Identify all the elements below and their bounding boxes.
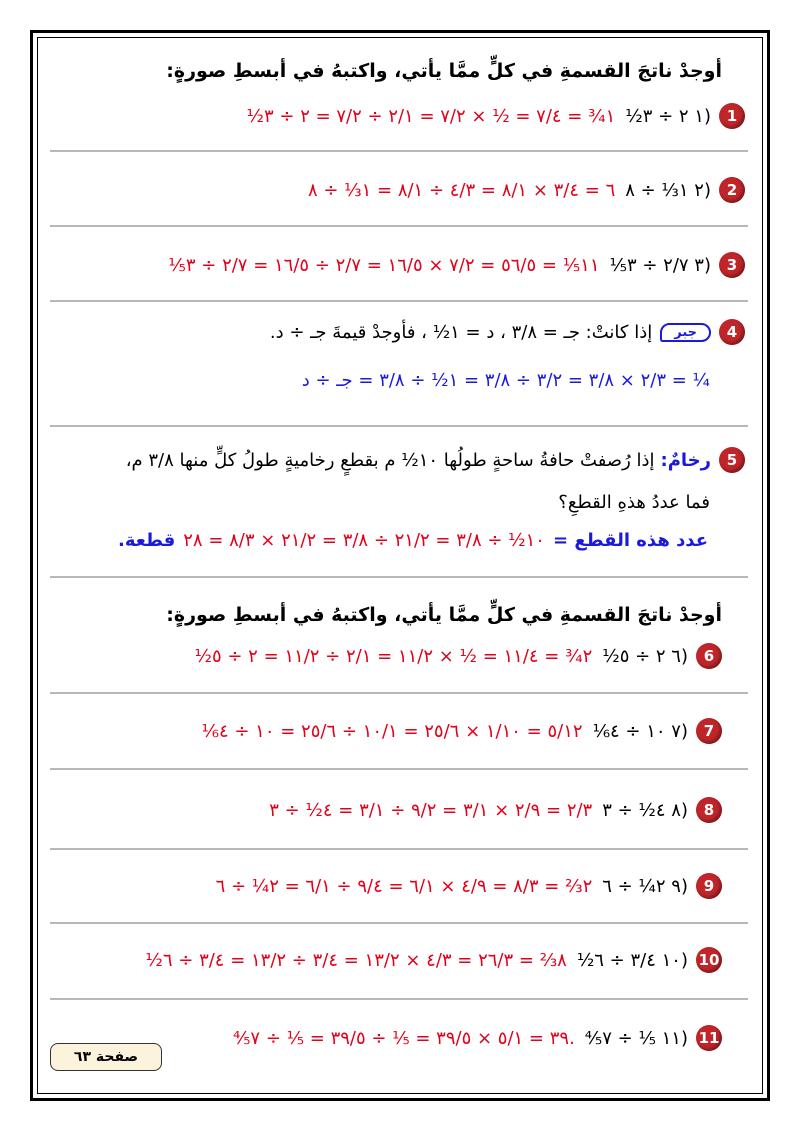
- exercise-10: [145, 940, 722, 980]
- exercise-7: [202, 711, 722, 751]
- answer-label: عدد هذه القطع =: [552, 529, 708, 551]
- problem-text: (١١ ⅕ ÷ ٧⅘: [584, 1027, 688, 1049]
- exercise-5-title: رخامٌ:: [660, 449, 711, 471]
- answer-text: ٢⅔ = ٨/٣ = ٤/٩ × ٦/١ = ٩/٤ ÷ ٦/١ = ٢¼ ÷ ٦: [215, 875, 593, 897]
- answer-text: ٢/٣ = ٢/٩ × ٣/١ = ٩/٢ ÷ ٣/١ = ٤½ ÷ ٣: [269, 799, 593, 821]
- answer-text: ٥/١٢ = ١/١٠ × ٢٥/٦ = ١٠/١ ÷ ٢٥/٦ = ١٠ ÷ ٤⅙: [201, 720, 583, 742]
- number-badge: 8: [696, 797, 722, 823]
- number-badge: 11: [696, 1025, 722, 1051]
- exercise-1: [247, 96, 745, 136]
- section2-heading: أوجدْ ناتجَ القسمةِ في كلٍّ ممَّا يأتي، واكتبهُ في أبسطِ صورةٍ:: [166, 604, 722, 626]
- exercise-6: [195, 636, 722, 676]
- page-number-label: صفحة ٦٣: [50, 1043, 162, 1071]
- answer-text: ١¾ = ٧/٤ = ½ × ٧/٢ = ٢/١ ÷ ٧/٢ = ٢ ÷ ٣½: [246, 105, 616, 127]
- exercise-4: [270, 312, 745, 352]
- problem-text: (٧ ١٠ ÷ ٤⅙: [592, 720, 688, 742]
- number-badge: 4: [719, 319, 745, 345]
- separator: [50, 768, 748, 770]
- number-badge: 6: [696, 643, 722, 669]
- separator: [50, 300, 748, 302]
- exercise-5-answer: [118, 520, 708, 560]
- answer-text: ٢¾ = ١١/٤ = ½ × ١١/٢ = ٢/١ ÷ ١١/٢ = ٢ ÷ ٥½: [194, 645, 593, 667]
- problem-text: (٦ ٢ ÷ ٥½: [602, 645, 688, 667]
- number-badge: 9: [696, 873, 722, 899]
- problem-text: (١ ٢ ÷ ٣½: [625, 105, 711, 127]
- separator: [50, 150, 748, 152]
- separator: [50, 692, 748, 694]
- exercise-5: [126, 440, 745, 480]
- separator: [50, 576, 748, 578]
- section1-heading: أوجدْ ناتجَ القسمةِ في كلٍّ ممَّا يأتي، واكتبهُ في أبسطِ صورةٍ:: [166, 60, 722, 82]
- number-badge: 1: [719, 103, 745, 129]
- number-badge: 2: [719, 177, 745, 203]
- exercise-3: [168, 245, 745, 285]
- separator: [50, 425, 748, 427]
- answer-text: ١٠½ ÷ ٣/٨ = ٢١/٢ ÷ ٣/٨ = ٢١/٢ × ٨/٣ = ٢٨: [183, 529, 545, 551]
- number-badge: 5: [719, 447, 745, 473]
- answer-text: .٣٩ = ٥/١ × ٣٩/٥ = ⅕ ÷ ٣٩/٥ = ⅕ ÷ ٧⅘: [232, 1027, 575, 1049]
- exercise-5-line1: إذا رُصفتْ حافةُ ساحةٍ طولُها ١٠½ م بقطعٍ رخاميةٍ طولُ كلٍّ منها ٣/٨ م،: [125, 449, 655, 471]
- separator: [50, 922, 748, 924]
- problem-text: (٢ ١⅓ ÷ ٨: [625, 179, 711, 201]
- problem-text: (٩ ٢¼ ÷ ٦: [602, 875, 688, 897]
- separator: [50, 848, 748, 850]
- exercise-8: [269, 790, 722, 830]
- answer-text: ١١⅕ = ٥٦/٥ = ٧/٢ × ١٦/٥ = ٢/٧ ÷ ١٦/٥ = ٢/٧ ÷ ٣⅕: [168, 254, 600, 276]
- exercise-9: [216, 866, 722, 906]
- number-badge: 3: [719, 252, 745, 278]
- separator: [50, 998, 748, 1000]
- exercise-11: [233, 1018, 722, 1058]
- answer-text: ٨⅔ = ٢٦/٣ = ٤/٣ × ١٣/٢ = ٣/٤ ÷ ١٣/٢ = ٣/٤ ÷ ٦½: [145, 949, 567, 971]
- problem-text: (٣ ٢/٧ ÷ ٣⅕: [609, 254, 711, 276]
- number-badge: 10: [696, 947, 722, 973]
- problem-text: (١٠ ٣/٤ ÷ ٦½: [576, 949, 688, 971]
- exercise-5-line2: فما عددُ هذهِ القطعِ؟: [558, 492, 710, 513]
- separator: [50, 225, 748, 227]
- number-badge: 7: [696, 718, 722, 744]
- exercise-2: [308, 170, 745, 210]
- algebra-tag: جبر: [660, 323, 711, 342]
- answer-text: ٦ = ٣/٤ × ٨/١ = ٤/٣ ÷ ٨/١ = ١⅓ ÷ ٨: [307, 179, 616, 201]
- exercise-4-text: إذا كانتْ: جـ = ٣/٨ ، د = ١½ ، فأوجدْ قيمةَ جـ ÷ د.: [269, 321, 653, 343]
- answer-unit: قطعة.: [118, 529, 176, 551]
- answer-text: ¼ = ٢/٣ × ٣/٨ = ٣/٢ ÷ ٣/٨ = ١½ ÷ ٣/٨ = جـ ÷ د: [301, 369, 710, 391]
- exercise-4-answer: [302, 360, 710, 400]
- problem-text: (٨ ٤½ ÷ ٣: [602, 799, 688, 821]
